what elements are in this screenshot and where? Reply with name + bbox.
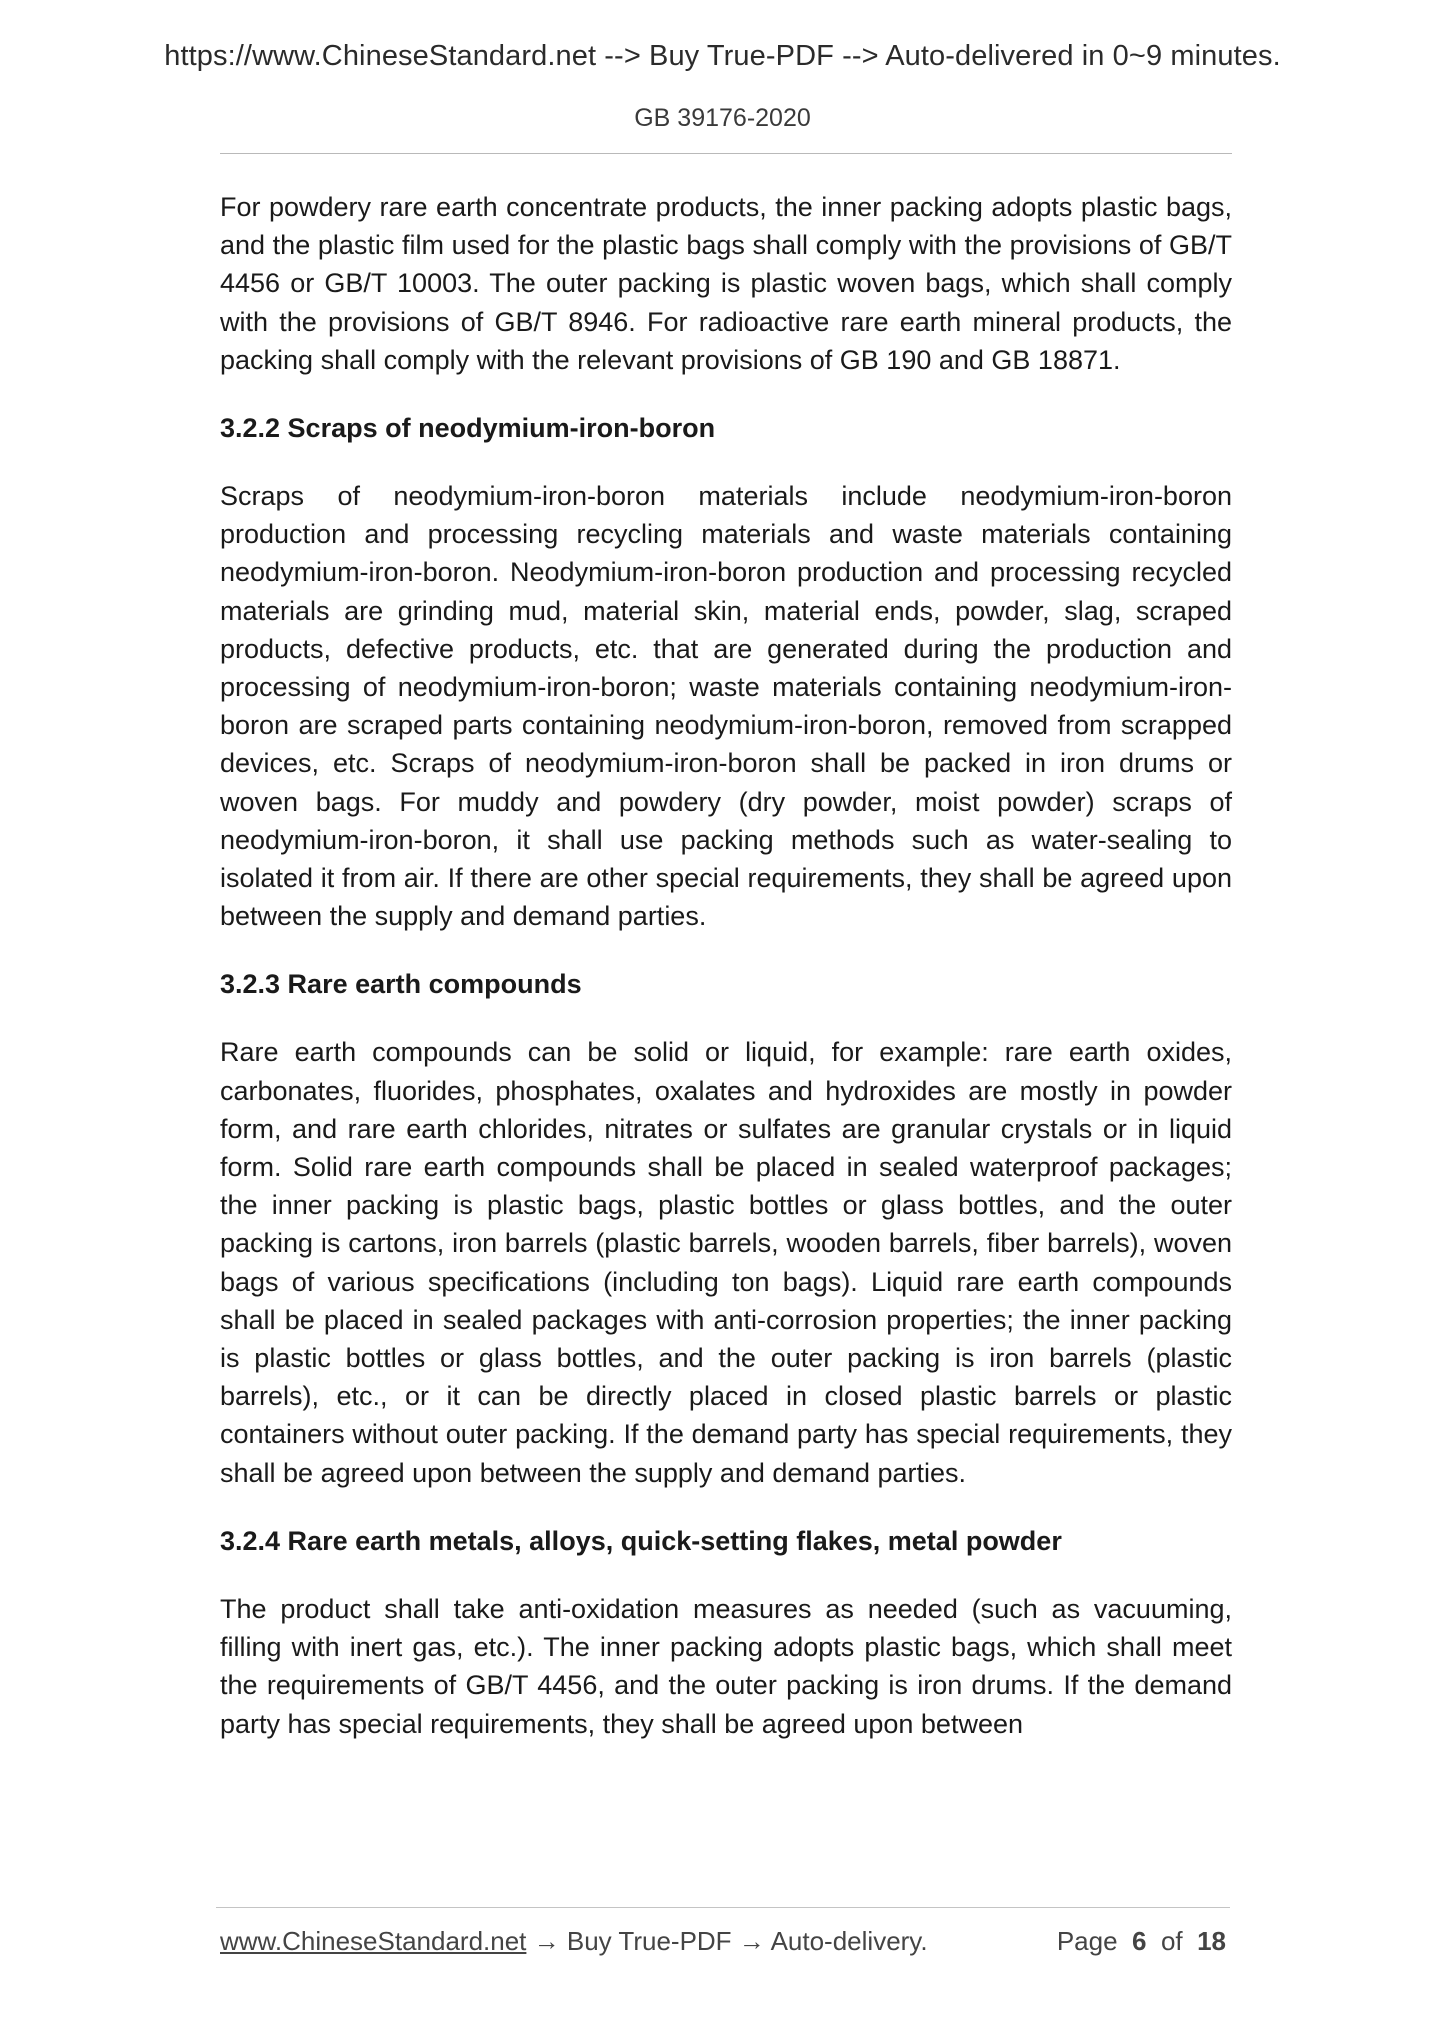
page-number [1057,1926,1226,1957]
document-body [220,188,1232,1743]
top-banner: https://www.ChineseStandard.net --> Buy True-PDF --> Auto-delivered in 0~9 minutes. [164,40,1281,72]
footer-divider [216,1907,1230,1908]
section-heading-3-2-2: 3.2.2 Scraps of neodymium-iron-boron [220,413,716,444]
page-current: 6 [1132,1926,1147,1956]
standard-code: GB 39176-2020 [634,104,811,132]
page-word: Page [1056,1926,1118,1956]
section-text-3-2-3: Rare earth compounds can be solid or liquid, for example: rare earth oxides, carbonates, fluorides, phosphates, oxalates and hydroxides are mostly in powder form, and rare earth chlorides, nitrates or sulfates are granular crystals or in liquid form. Solid rare earth compounds shall be placed in sealed waterproof packages; the inner packing is plastic bags, plastic bottles or glass bottles, and the outer packing is cartons, iron barrels (plastic barrels, wooden barrels, fiber barrels), woven bags of various specifications (including ton bags). Liquid rare earth compounds shall be placed in sealed packages with anti-corrosion properties; the inner packing is plastic bottles or glass bottles, and the outer packing is iron barrels (plastic barrels), etc., or it can be directly placed in closed plastic barrels or plastic containers without outer packing. If the demand party has special requirements, they shall be agreed upon between the supply and demand parties. [220,1037,1232,1488]
section-heading-3-2-3: 3.2.3 Rare earth compounds [220,969,582,1000]
header-divider [220,153,1232,154]
section-heading-3-2-4: 3.2.4 Rare earth metals, alloys, quick-setting flakes, metal powder [220,1525,1062,1556]
page-total: 18 [1197,1926,1226,1956]
footer-left [220,1926,928,1957]
footer-tagline: → Buy True-PDF → Auto-delivery. [526,1926,928,1956]
section-text-3-2-2: Scraps of neodymium-iron-boron materials include neodymium-iron-boron production and processing recycling materials and waste materials containing neodymium-iron-boron. Neodymium-iron-boron production and processing recycled materials are grinding mud, material skin, material ends, powder, slag, scraped products, defective products, etc. that are generated during the production and processing of neodymium-iron-boron; waste materials containing neodymium-iron-boron are scraped parts containing neodymium-iron-boron, removed from scrapped devices, etc. Scraps of neodymium-iron-boron shall be packed in iron drums or woven bags. For muddy and powdery (dry powder, moist powder) scraps of neodymium-iron-boron, it shall use packing methods such as water-sealing to isolated it from air. If there are other special requirements, they shall be agreed upon between the supply and demand parties. [220,481,1232,932]
of-word: of [1160,1926,1183,1956]
section-text-3-2-4: The product shall take anti-oxidation measures as needed (such as vacuuming, filling with inert gas, etc.). The inner packing adopts plastic bags, which shall meet the requirements of GB/T 4456, and the outer packing is iron drums. If the demand party has special requirements, they shall be agreed upon between [220,1593,1232,1739]
intro-paragraph: For powdery rare earth concentrate products, the inner packing adopts plastic bags, and the plastic film used for the plastic bags shall comply with the provisions of GB/T 4456 or GB/T 10003. The outer packing is plastic woven bags, which shall comply with the provisions of GB/T 8946. For radioactive rare earth mineral products, the packing shall comply with the relevant provisions of GB 190 and GB 18871. [220,192,1232,375]
footer-site-link[interactable]: www.ChineseStandard.net [220,1926,527,1956]
